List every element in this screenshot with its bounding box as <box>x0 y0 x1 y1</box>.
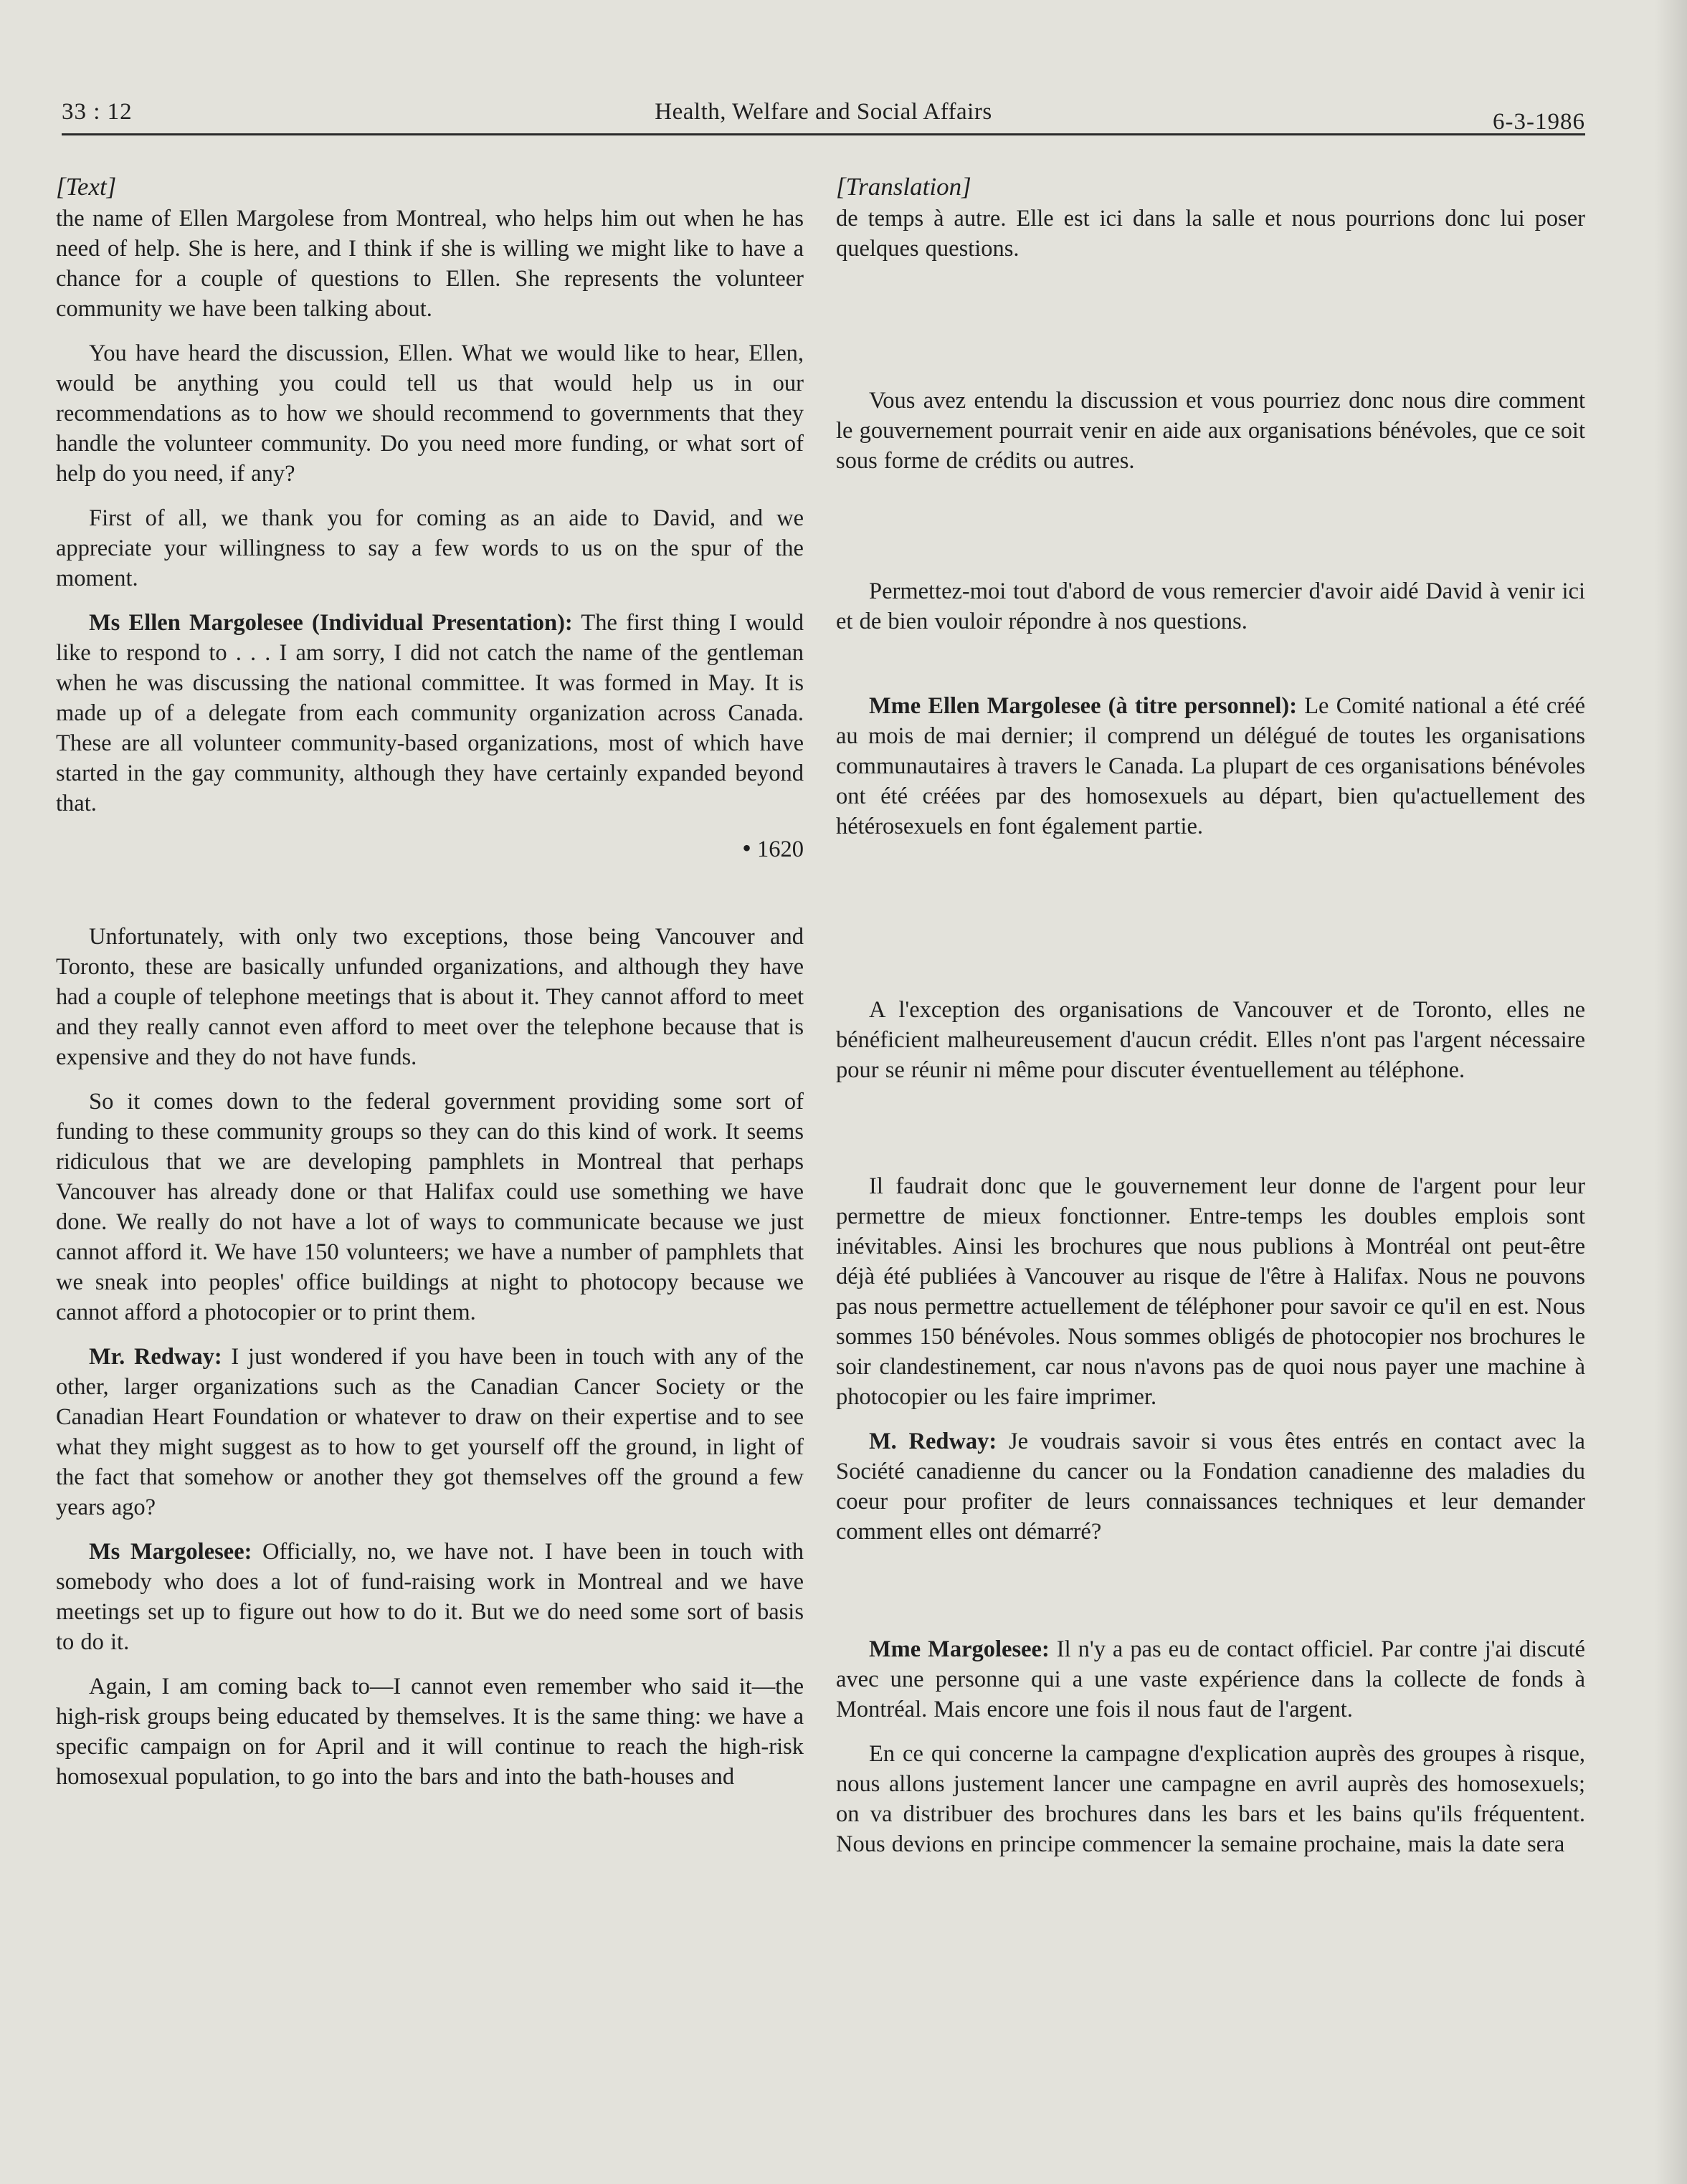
speaker-name: Ms Margolesee: <box>89 1539 252 1565</box>
page-edge-shadow <box>1655 0 1687 2184</box>
speaker-paragraph <box>56 1342 804 1522</box>
text-label: [Text] <box>56 173 117 201</box>
speaker-name: Mr. Redway: <box>89 1344 222 1370</box>
paragraph: the name of Ellen Margolese from Montreal, who helps him out when he has need of help. She is here, and I think if she is willing we might like to have a chance for a couple of questions to Ellen. She represents the volunteer community we have been talking about. <box>56 206 804 322</box>
speaker-paragraph <box>56 608 804 819</box>
french-column <box>836 171 1585 1874</box>
paragraph: En ce qui concerne la campagne d'explication auprès des groupes à risque, nous allons justement lancer une campagne en avril auprès des homosexuels; on va distribuer des brochures dans les bars et les bains qu'ils fréquentent. Nous devions en principe commencer la semaine prochaine, mais la date sera <box>836 1741 1585 1857</box>
time-marker-value: 1620 <box>757 836 804 862</box>
speech-text: The first thing I would like to respond to . . . I am sorry, I did not catch the name of the gentleman when he was discussing the national committee. It was formed in May. It is made up of a delegate from each community organization across Canada. These are all volunteer community-based organizations, most of which have started in the gay community, although they have certainly expanded beyond that. <box>56 610 804 816</box>
speech-text: Je voudrais savoir si vous êtes entrés en contact avec la Société canadienne du cancer ou la Fondation canadienne des maladies du coeur pour profiter de leurs connaissances techniques et leur demander comment elles ont démarré? <box>836 1429 1585 1545</box>
speaker-name: Mme Ellen Margolesee (à titre personnel): <box>869 693 1298 719</box>
translation-label: [Translation] <box>836 173 971 201</box>
speaker-paragraph <box>836 691 1585 841</box>
bullet-icon: • <box>742 834 751 862</box>
speech-text: Le Comité national a été créé au mois de mai dernier; il comprend un délégué de toutes les organisations communautaires à travers le Canada. La plupart de ces organisations bénévoles ont été créées par des homosexuels au départ, bien qu'actuellement des hétérosexuels en font également partie. <box>836 693 1586 839</box>
paragraph: Unfortunately, with only two exceptions, those being Vancouver and Toronto, these are basically unfunded organizations, and although they have had a couple of telephone meetings that is about it. They cannot afford to meet and they really cannot even afford to meet over the telephone because that is expensive and they do not have funds. <box>56 924 804 1070</box>
time-marker <box>56 833 804 864</box>
speaker-name: Mme Margolesee: <box>869 1636 1050 1662</box>
speech-text: I just wondered if you have been in touch with any of the other, larger organizations such as the Canadian Cancer Society or the Canadian Heart Foundation or whatever to draw on their expertise and to see what they might suggest as to how to get yourself off the ground, in light of the fact that somehow or another they got themselves off the ground a few years ago? <box>56 1344 804 1520</box>
header-page-number: 33 : 12 <box>62 99 133 125</box>
paragraph: Permettez-moi tout d'abord de vous remercier d'avoir aidé David à venir ici et de bien vouloir répondre à nos questions. <box>836 578 1585 634</box>
speaker-paragraph <box>56 1537 804 1657</box>
page-header <box>62 99 1585 142</box>
speaker-name: Ms Ellen Margolesee (Individual Presentation): <box>89 610 573 636</box>
paragraph: Again, I am coming back to—I cannot even remember who said it—the high-risk groups being educated by themselves. It is the same thing: we have a specific campaign on for April and it will continue to reach the high-risk homosexual population, to go into the bars and into the bath-houses and <box>56 1674 804 1790</box>
header-date: 6-3-1986 <box>1493 109 1585 135</box>
speaker-paragraph <box>836 1634 1585 1725</box>
english-column <box>56 171 804 1806</box>
paragraph: Vous avez entendu la discussion et vous pourriez donc nous dire comment le gouvernement pourrait venir en aide aux organisations bénévoles, que ce soit sous forme de crédits ou autres. <box>836 388 1585 474</box>
speaker-name: M. Redway: <box>869 1429 997 1454</box>
paragraph: de temps à autre. Elle est ici dans la salle et nous pourrions donc lui poser quelques questions. <box>836 206 1585 262</box>
paragraph: You have heard the discussion, Ellen. What we would like to hear, Ellen, would be anything you could tell us that would help us in our recommendations as to how we should recommend to governments that they handle the volunteer community. Do you need more funding, or what sort of help do you need, if any? <box>56 340 804 487</box>
paragraph: Il faudrait donc que le gouvernement leur donne de l'argent pour leur permettre de mieux fonctionner. Entre-temps les doubles emplois sont inévitables. Ainsi les brochures que nous publions à Montréal ont peut-être déjà été publiées à Vancouver au risque de l'être à Halifax. Nous ne pouvons pas nous permettre actuellement de téléphoner pour savoir ce qu'il en est. Nous sommes 150 bénévoles. Nous sommes obligés de photocopier nos brochures le soir clandestinement, car nous n'avons pas de quoi nous payer une machine à photocopier ou les faire imprimer. <box>836 1173 1585 1410</box>
speech-text: Officially, no, we have not. I have been in touch with somebody who does a lot of fund-raising work in Montreal and we have meetings set up to figure out how to do it. But we do need some sort of basis to do it. <box>56 1539 804 1655</box>
paragraph: A l'exception des organisations de Vancouver et de Toronto, elles ne bénéficient malheureusement d'aucun crédit. Elles n'ont pas l'argent nécessaire pour se réunir ni même pour discuter éventuellement au téléphone. <box>836 997 1585 1083</box>
header-rule <box>62 133 1585 135</box>
paragraph: So it comes down to the federal government providing some sort of funding to these community groups so they can do this kind of work. It seems ridiculous that we are developing pamphlets in Montreal that perhaps Vancouver has already done or that Halifax could use something we have done. We really do not have a lot of ways to communicate because we just cannot afford it. We have 150 volunteers; we have a number of pamphlets that we sneak into peoples' office buildings at night to photocopy because we cannot afford a photocopier or to print them. <box>56 1089 804 1325</box>
header-title: Health, Welfare and Social Affairs <box>655 99 992 125</box>
speaker-paragraph <box>836 1426 1585 1547</box>
paragraph: First of all, we thank you for coming as an aide to David, and we appreciate your willingness to say a few words to us on the spur of the moment. <box>56 505 804 591</box>
speech-text: Il n'y a pas eu de contact officiel. Par contre j'ai discuté avec une personne qui a une vaste expérience dans la collecte de fonds à Montréal. Mais encore une fois il nous faut de l'argent. <box>836 1636 1585 1722</box>
